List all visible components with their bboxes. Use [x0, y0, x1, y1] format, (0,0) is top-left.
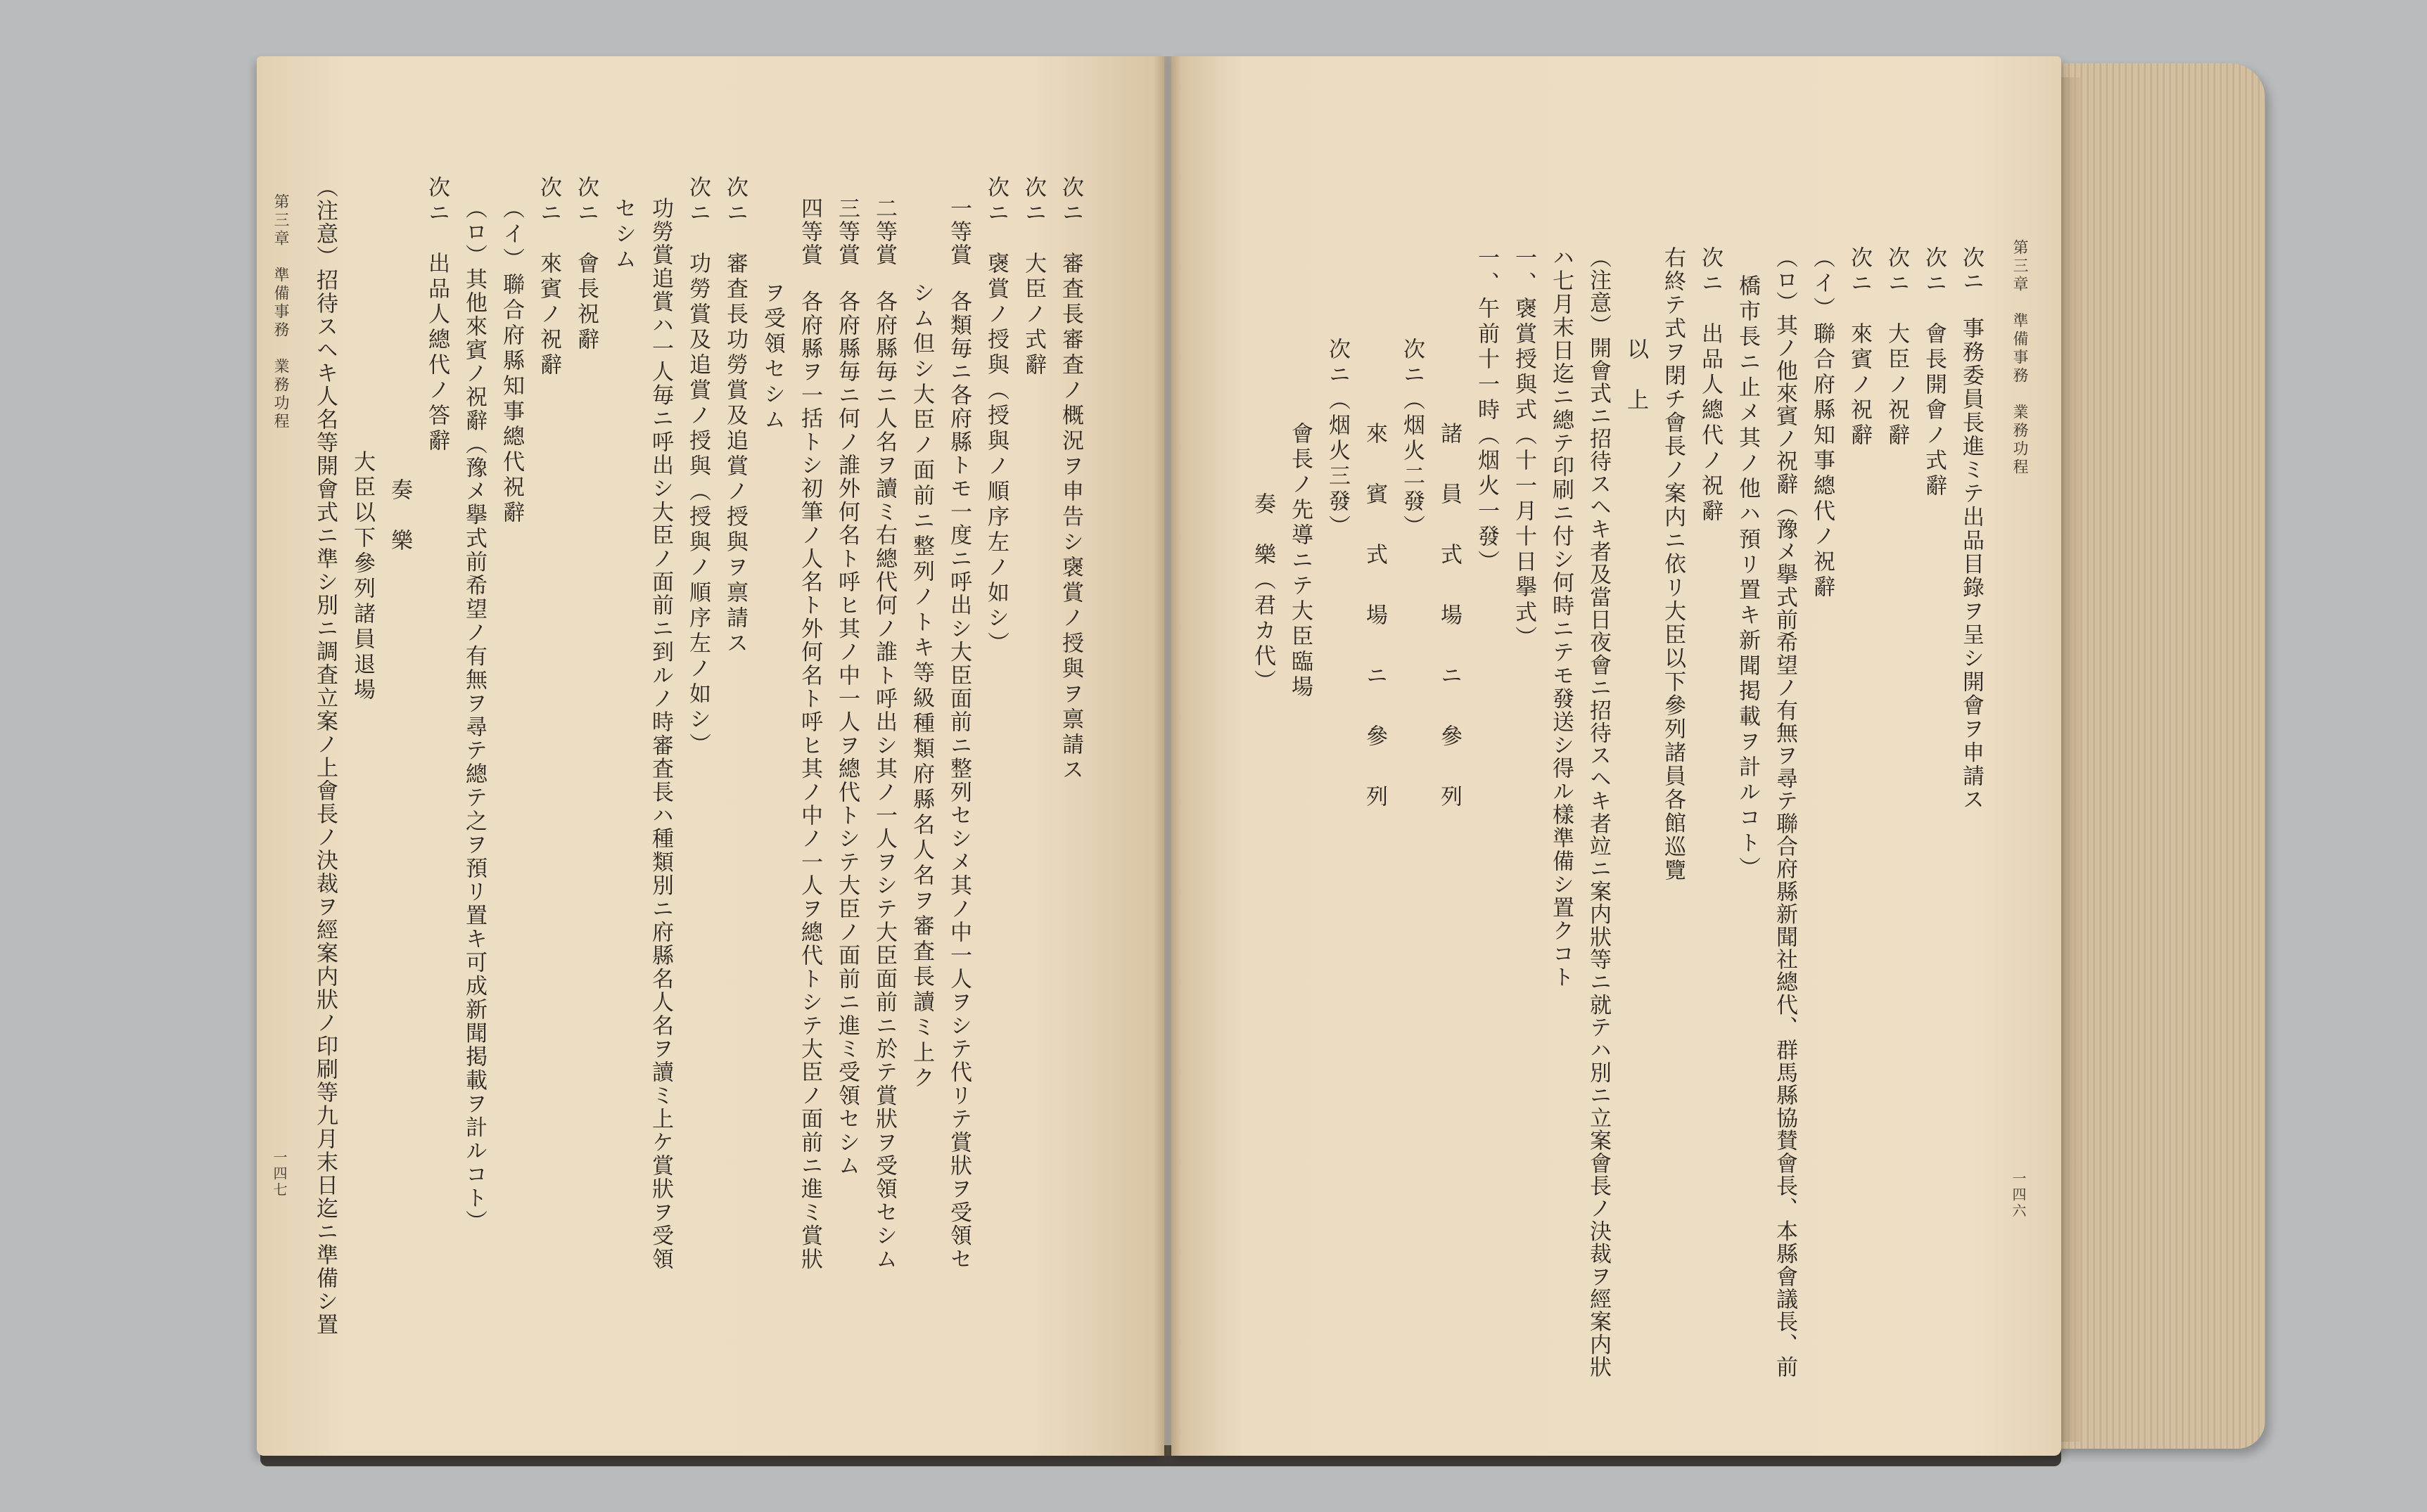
left-col-13: セシム: [611, 197, 636, 273]
right-page: [1171, 56, 2061, 1456]
right-col-5: （イ）聯合府縣知事總代ノ祝辭: [1809, 246, 1835, 601]
left-col-18: 次ニ 出品人總代ノ答辭: [424, 176, 450, 454]
right-col-11: （注意）開會式ニ招待スヘキ者及當日夜會ニ招待スヘキ者竝ニ案内狀等ニ就テハ別ニ立案會長ノ決裁ヲ經案内狀: [1586, 246, 1611, 1378]
right-col-17: 來 賓 式 場 ニ 參 列: [1362, 422, 1387, 815]
left-col-1: 次ニ 審査長審査ノ概況ヲ申告シ襃賞ノ授與ヲ禀請ス: [1058, 176, 1083, 783]
right-col-14: 一、午前十一時（烟火一發）: [1474, 246, 1499, 575]
right-col-10: 以 上: [1623, 338, 1648, 414]
left-col-2: 次ニ 大臣ノ式辭: [1021, 176, 1046, 378]
right-col-8: 次ニ 出品人總代ノ祝辭: [1697, 246, 1723, 525]
right-col-18: 次ニ（烟火三發）: [1325, 338, 1350, 540]
left-col-20: 大臣以下參列諸員退場: [350, 450, 375, 703]
right-col-20: 奏 樂（君カ代）: [1250, 492, 1275, 695]
book-gutter: [1154, 56, 1182, 1456]
left-col-3: 次ニ 襃賞ノ授與（授與ノ順序左ノ如シ）: [983, 176, 1009, 657]
left-col-8: 四等賞 各府縣ヲ一括トシ初筆ノ人名ト外何名ト呼ヒ其ノ中ノ一人ヲ總代トシテ大臣ノ面前ニ進ミ賞狀: [797, 197, 822, 1271]
right-col-1: 次ニ 事務委員長進ミテ出品目錄ヲ呈シ開會ヲ申請ス: [1958, 246, 1984, 812]
left-col-4: 一等賞 各類毎ニ各府縣トモ一度ニ呼出シ大臣面前ニ整列セシメ其ノ中一人ヲシテ代リテ賞狀ヲ受領セ: [946, 197, 972, 1271]
left-col-9: ヲ受領セシム: [760, 281, 785, 433]
left-col-14: 次ニ 會長祝辭: [573, 176, 599, 353]
right-col-2: 次ニ 會長開會ノ式辭: [1921, 246, 1947, 499]
right-col-6: （ロ）其ノ他來賓ノ祝辭（豫メ擧式前希望ノ有無ヲ尋テ聯合府縣新聞社總代、群馬縣協賛會長、本縣會議長、前: [1772, 246, 1797, 1378]
left-col-7: 三等賞 各府縣毎ニ何ノ誰外何名ト呼ヒ其ノ中一人ヲ總代トシテ大臣ノ面前ニ進ミ受領セシム: [834, 197, 860, 1178]
right-col-19: 會長ノ先導ニテ大臣臨場: [1287, 422, 1313, 700]
left-col-11: 次ニ 功勞賞及追賞ノ授與（授與ノ順序左ノ如シ）: [685, 176, 711, 758]
right-col-15: 諸 員 式 場 ニ 參 列: [1437, 422, 1462, 815]
left-col-17: （ロ）其他來賓ノ祝辭（豫メ擧式前希望ノ有無ヲ尋テ總テ之ヲ預リ置キ可成新聞掲載ヲ計ルコト）: [461, 197, 487, 1234]
right-col-13: 一、襃賞授與式（十一月十日擧式）: [1511, 246, 1536, 651]
left-running-header: 第三章 準備事務 業務功程: [272, 193, 289, 431]
left-page: [257, 56, 1164, 1456]
right-col-4: 次ニ 來賓ノ祝辭: [1847, 246, 1872, 449]
left-page-number: 一四七: [271, 1150, 288, 1198]
left-col-10: 次ニ 審査長功勞賞及追賞ノ授與ヲ禀請ス: [722, 176, 748, 657]
left-col-6: 二等賞 各府縣毎ニ人名ヲ讀ミ右總代何ノ誰ト呼出シ其ノ一人ヲシテ大臣面前ニ於テ賞狀ヲ受領セシム: [872, 197, 897, 1271]
left-col-19: 奏 樂: [387, 478, 412, 554]
left-col-15: 次ニ 來賓ノ祝辭: [536, 176, 561, 378]
right-col-12: ハ七月末日迄ニ總テ印刷ニ付シ何時ニテモ發送シ得ル樣準備シ置クコト: [1548, 246, 1574, 989]
left-col-21: （注意）招待スヘキ人名等開會式ニ準シ別ニ調査立案ノ上會長ノ決裁ヲ經案内狀ノ印刷等九月末日迄ニ準備シ置: [312, 176, 338, 1336]
right-page-number: 一四六: [2010, 1171, 2027, 1219]
left-col-5: シム但シ大臣ノ面前ニ整列ノトキ等級種類府縣名人名ヲ審査長讀ミ上ク: [909, 281, 934, 1091]
right-col-7: 橋市長ニ止メ其ノ他ハ預リ置キ新聞掲載ヲ計ルコト）: [1735, 274, 1760, 882]
right-col-3: 次ニ 大臣ノ祝辭: [1884, 246, 1909, 449]
left-col-12: 功勞賞追賞ハ一人毎ニ呼出シ大臣ノ面前ニ到ルノ時審査長ハ種類別ニ府縣名人名ヲ讀ミ上ケ賞狀ヲ受領: [648, 197, 673, 1271]
right-col-9: 右終テ式ヲ閉チ會長ノ案内ニ依リ大臣以下參列諸員各館巡覽: [1660, 246, 1686, 883]
left-col-16: （イ）聯合府縣知事總代祝辭: [499, 197, 524, 526]
right-col-16: 次ニ（烟火二發）: [1399, 338, 1425, 540]
right-running-header: 第三章 準備事務 業務功程: [2011, 239, 2028, 477]
